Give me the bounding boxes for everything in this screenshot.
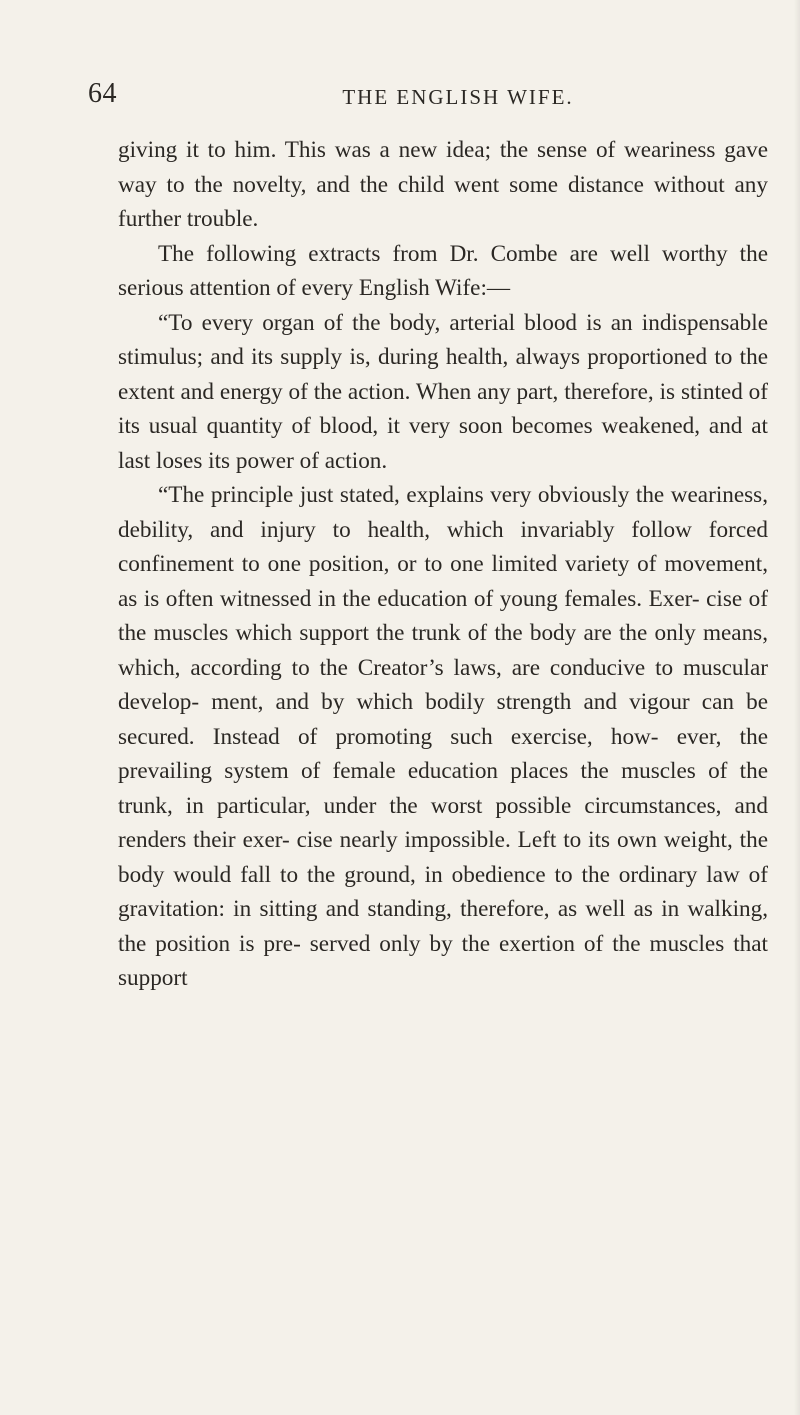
page-header <box>88 76 778 112</box>
body-text <box>118 133 768 996</box>
paragraph-quote-principle: “The principle just stated, explains very obviously the weariness, debility, and injury to health, which invariably follow forced confinement to one position, or to one limited variety of movement, as is often witnessed in the education of young females. Exer- cise of the muscles which support the trunk of the body are the only means, which, according to the Creator’s laws, are conducive to muscular develop- ment, and by which bodily strength and vigour can be secured. Instead of promoting such exercise, how- ever, the prevailing system of female education places the muscles of the trunk, in particular, under the worst possible circumstances, and renders their exer- cise nearly impossible. Left to its own weight, the body would fall to the ground, in obedience to the ordinary law of gravitation: in sitting and standing, therefore, as well as in walking, the position is pre- served only by the exertion of the muscles that support <box>118 482 768 991</box>
paragraph-continued: giving it to him. This was a new idea; the sense of weariness gave way to the novelty, and the child went some distance without any further trouble. <box>118 137 768 232</box>
paragraph-intro-extracts: The following extracts from Dr. Combe are well worthy the serious attention of every English Wife:— <box>118 240 768 301</box>
running-title: THE ENGLISH WIFE. <box>342 85 574 109</box>
paragraph-quote-arterial-blood: “To every organ of the body, arterial blood is an indispensable stimulus; and its supply is, during health, always proportioned to the extent and energy of the action. When any part, therefore, is stinted of its usual quantity of blood, it very soon becomes weakened, and at last loses its power of action. <box>118 309 768 474</box>
page-edge-shadow <box>794 0 800 1415</box>
page-number: 64 <box>88 78 117 109</box>
